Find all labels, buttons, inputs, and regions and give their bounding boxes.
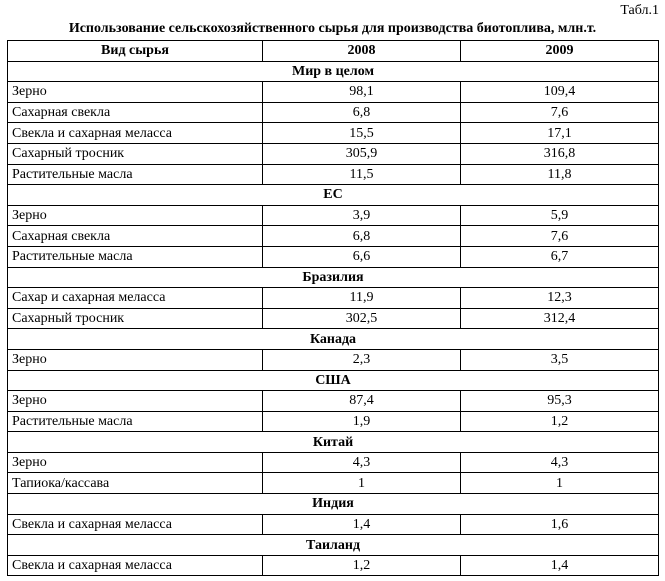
table-row [8, 164, 659, 185]
material-cell: Растительные масла [8, 246, 263, 267]
material-cell: Зерно [8, 82, 263, 103]
value-2008-cell: 2,3 [263, 349, 461, 370]
value-2009-cell: 109,4 [461, 82, 659, 103]
value-2008-cell: 98,1 [263, 82, 461, 103]
value-2008-cell: 6,8 [263, 102, 461, 123]
value-2008-cell: 4,3 [263, 452, 461, 473]
material-cell: Зерно [8, 205, 263, 226]
section-row [8, 185, 659, 206]
value-2009-cell: 7,6 [461, 102, 659, 123]
value-2009-cell: 3,5 [461, 349, 659, 370]
section-title: Индия [8, 494, 659, 515]
material-cell: Зерно [8, 391, 263, 412]
material-cell: Зерно [8, 349, 263, 370]
section-title: Мир в целом [8, 61, 659, 82]
value-2009-cell: 316,8 [461, 143, 659, 164]
table-row [8, 308, 659, 329]
value-2009-cell: 7,6 [461, 226, 659, 247]
biofuel-raw-materials-table [7, 40, 659, 576]
value-2009-cell: 1 [461, 473, 659, 494]
value-2009-cell: 1,4 [461, 555, 659, 576]
table-row [8, 349, 659, 370]
material-cell: Свекла и сахарная меласса [8, 123, 263, 144]
material-cell: Тапиока/кассава [8, 473, 263, 494]
material-cell: Зерно [8, 452, 263, 473]
value-2008-cell: 11,5 [263, 164, 461, 185]
section-row [8, 370, 659, 391]
material-cell: Свекла и сахарная меласса [8, 555, 263, 576]
section-row [8, 535, 659, 556]
section-title: ЕС [8, 185, 659, 206]
section-row [8, 329, 659, 350]
value-2008-cell: 302,5 [263, 308, 461, 329]
table-row [8, 123, 659, 144]
value-2008-cell: 1,4 [263, 514, 461, 535]
value-2009-cell: 12,3 [461, 288, 659, 309]
section-title: Таиланд [8, 535, 659, 556]
table-row [8, 82, 659, 103]
material-cell: Свекла и сахарная меласса [8, 514, 263, 535]
table-row [8, 555, 659, 576]
value-2009-cell: 6,7 [461, 246, 659, 267]
section-title: Канада [8, 329, 659, 350]
value-2008-cell: 1,2 [263, 555, 461, 576]
table-row [8, 246, 659, 267]
table-row [8, 452, 659, 473]
section-row [8, 432, 659, 453]
table-row [8, 411, 659, 432]
value-2008-cell: 87,4 [263, 391, 461, 412]
section-row [8, 494, 659, 515]
table-row [8, 288, 659, 309]
table-row [8, 102, 659, 123]
material-cell: Сахарный тросник [8, 143, 263, 164]
table-row [8, 391, 659, 412]
material-cell: Растительные масла [8, 164, 263, 185]
table-number-label: Табл.1 [620, 3, 659, 18]
section-title: США [8, 370, 659, 391]
value-2008-cell: 6,8 [263, 226, 461, 247]
value-2008-cell: 11,9 [263, 288, 461, 309]
value-2009-cell: 5,9 [461, 205, 659, 226]
material-cell: Сахарная свекла [8, 102, 263, 123]
table-title: Использование сельскохозяйственного сырья для производства биотоплива, млн.т. [68, 21, 597, 36]
header-material: Вид сырья [8, 41, 263, 62]
table-row [8, 514, 659, 535]
value-2008-cell: 6,6 [263, 246, 461, 267]
header-row [8, 41, 659, 62]
value-2009-cell: 11,8 [461, 164, 659, 185]
value-2009-cell: 17,1 [461, 123, 659, 144]
value-2009-cell: 1,2 [461, 411, 659, 432]
table-row [8, 473, 659, 494]
value-2009-cell: 312,4 [461, 308, 659, 329]
value-2008-cell: 3,9 [263, 205, 461, 226]
value-2008-cell: 15,5 [263, 123, 461, 144]
section-row [8, 267, 659, 288]
header-year-2008: 2008 [263, 41, 461, 62]
material-cell: Сахарный тросник [8, 308, 263, 329]
value-2008-cell: 1 [263, 473, 461, 494]
value-2009-cell: 4,3 [461, 452, 659, 473]
value-2008-cell: 1,9 [263, 411, 461, 432]
table-row [8, 143, 659, 164]
material-cell: Растительные масла [8, 411, 263, 432]
value-2009-cell: 1,6 [461, 514, 659, 535]
section-row [8, 61, 659, 82]
table-row [8, 226, 659, 247]
material-cell: Сахарная свекла [8, 226, 263, 247]
material-cell: Сахар и сахарная меласса [8, 288, 263, 309]
header-year-2009: 2009 [461, 41, 659, 62]
section-title: Китай [8, 432, 659, 453]
table-row [8, 205, 659, 226]
section-title: Бразилия [8, 267, 659, 288]
value-2008-cell: 305,9 [263, 143, 461, 164]
value-2009-cell: 95,3 [461, 391, 659, 412]
